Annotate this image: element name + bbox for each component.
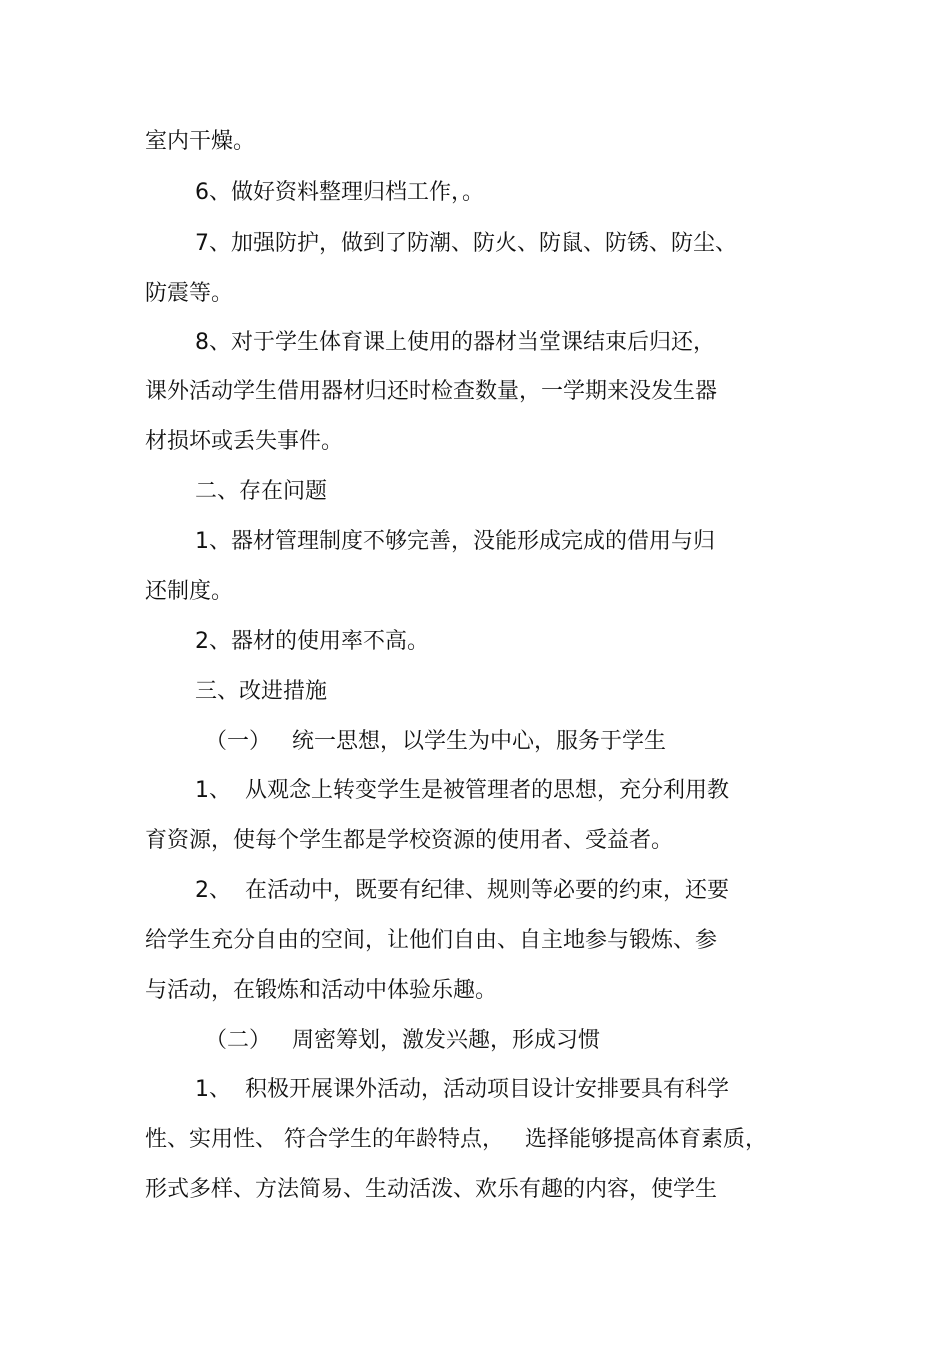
- text-line: 1、 从观念上转变学生是被管理者的思想，充分利用教: [195, 778, 729, 803]
- text-line: 还制度。: [145, 579, 234, 604]
- text-line: 室内干燥。: [145, 129, 256, 154]
- text-line: 与活动，在锻炼和活动中体验乐趣。: [145, 978, 498, 1003]
- text-line: 8、对于学生体育课上使用的器材当堂课结束后归还，: [195, 330, 715, 355]
- text-line: 7、加强防护，做到了防潮、防火、防鼠、防锈、防尘、: [195, 231, 737, 256]
- text-line: 性、实用性、 符合学生的年龄特点， 选择能够提高体育素质，: [145, 1127, 767, 1152]
- text-line: 育资源，使每个学生都是学校资源的使用者、受益者。: [145, 828, 674, 853]
- text-line: 材损坏或丢失事件。: [145, 429, 344, 454]
- text-line: 6、做好资料整理归档工作，。: [195, 180, 484, 205]
- text-line: 给学生充分自由的空间，让他们自由、自主地参与锻炼、参: [145, 928, 718, 953]
- text-line: 形式多样、方法简易、生动活泼、欢乐有趣的内容，使学生: [145, 1177, 718, 1202]
- text-line: 防震等。: [145, 281, 234, 306]
- text-line: 1、 积极开展课外活动，活动项目设计安排要具有科学: [195, 1077, 729, 1102]
- text-line: 课外活动学生借用器材归还时检查数量，一学期来没发生器: [145, 379, 718, 404]
- subsection-heading: （二） 周密筹划，激发兴趣，形成习惯: [205, 1028, 600, 1053]
- section-heading: 三、改进措施: [195, 679, 328, 704]
- text-line: 1、器材管理制度不够完善，没能形成完成的借用与归: [195, 529, 715, 554]
- section-heading: 二、存在问题: [195, 479, 328, 504]
- subsection-heading: （一） 统一思想，以学生为中心，服务于学生: [205, 729, 666, 754]
- text-line: 2、器材的使用率不高。: [195, 629, 429, 654]
- text-line: 2、 在活动中，既要有纪律、规则等必要的约束，还要: [195, 878, 729, 903]
